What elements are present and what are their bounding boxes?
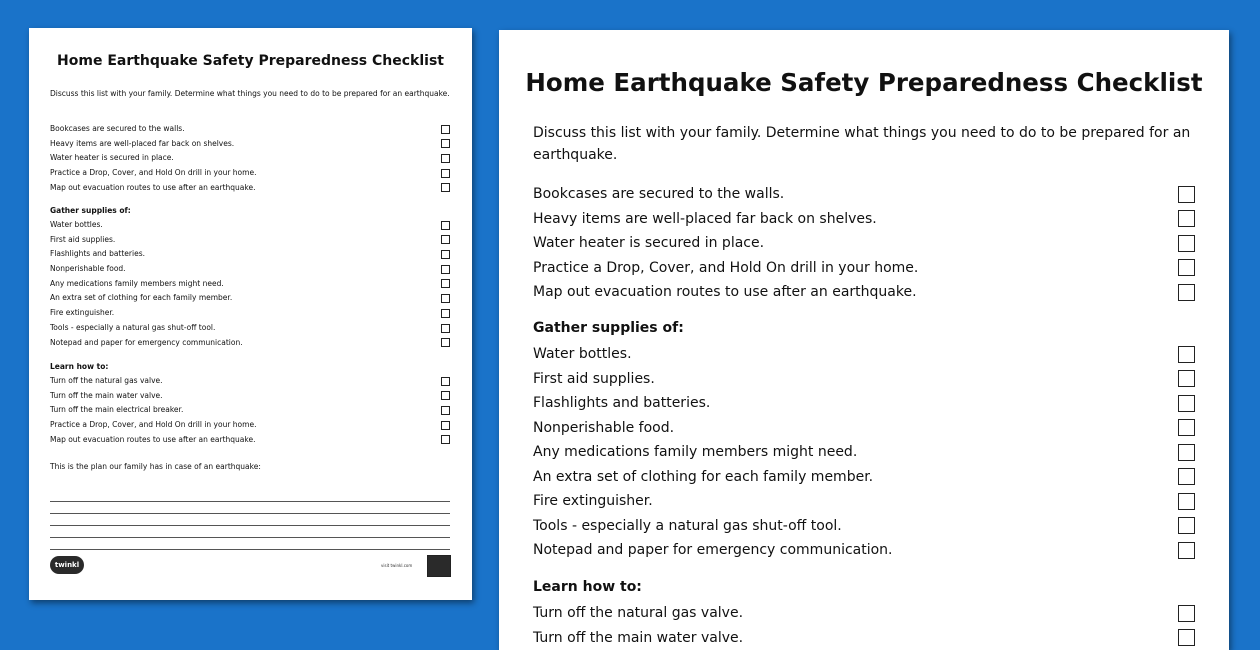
checklist-item-label: Fire extinguisher. [533,493,653,509]
checkbox[interactable] [441,324,450,333]
learn-heading: Learn how to: [533,579,642,595]
checkbox[interactable] [441,221,450,230]
learn-checklist [533,601,1195,650]
checkbox[interactable] [1178,284,1195,301]
checklist-item [533,231,1195,256]
checkbox[interactable] [441,391,450,400]
checklist-item [50,321,450,336]
checklist-item-label: Map out evacuation routes to use after an earthquake. [50,183,255,192]
checklist-item [50,181,450,196]
checklist-item [50,418,450,433]
checkbox[interactable] [441,406,450,415]
thumbnail-plan-text: This is the plan our family has in case of an earthquake: [50,462,261,471]
thumbnail-learn-heading: Learn how to: [50,362,108,371]
checklist-item [50,374,450,389]
checkbox[interactable] [441,250,450,259]
checklist-item [533,440,1195,465]
checklist-item [50,218,450,233]
checklist-item-label: Practice a Drop, Cover, and Hold On drill in your home. [533,260,918,276]
checkbox[interactable] [441,169,450,178]
writing-line [50,490,450,502]
checkbox[interactable] [1178,395,1195,412]
checklist-item-label: Turn off the natural gas valve. [533,605,743,621]
writing-line [50,502,450,514]
checklist-item [533,514,1195,539]
checkbox[interactable] [1178,517,1195,534]
checkbox[interactable] [1178,370,1195,387]
checklist-item-label: Heavy items are well-placed far back on shelves. [533,211,877,227]
checklist-item-label: Flashlights and batteries. [533,395,710,411]
checklist-item-label: Turn off the main water valve. [50,391,163,400]
checklist-item [50,122,450,137]
checklist-item-label: Map out evacuation routes to use after an earthquake. [533,284,917,300]
checklist-item-label: Water bottles. [533,346,632,362]
checkbox[interactable] [1178,605,1195,622]
checkbox[interactable] [441,294,450,303]
supplies-checklist [533,342,1195,563]
checkbox[interactable] [1178,259,1195,276]
checklist-item-label: Map out evacuation routes to use after an earthquake. [50,435,255,444]
checklist-item-label: Bookcases are secured to the walls. [533,186,784,202]
checklist-item-label: Fire extinguisher. [50,308,114,317]
checkbox[interactable] [441,421,450,430]
checklist-item [50,291,450,306]
checklist-item-label: First aid supplies. [533,371,655,387]
checklist-item [50,277,450,292]
checklist-item-label: Any medications family members might need. [533,444,857,460]
checklist-item [533,280,1195,305]
checklist-item [533,626,1195,650]
checklist-item-label: Heavy items are well-placed far back on shelves. [50,139,234,148]
checklist-item-label: Water heater is secured in place. [533,235,764,251]
checklist-item [533,207,1195,232]
badge-icon [427,555,451,577]
checklist-item [50,306,450,321]
zoomed-page [499,30,1229,650]
checkbox[interactable] [1178,493,1195,510]
checkbox[interactable] [1178,629,1195,646]
checklist-item-label: Turn off the main water valve. [533,630,743,646]
thumbnail-intro: Discuss this list with your family. Determine what things you need to do to be prepared for an earthquake. [50,87,450,100]
checklist-item-label: First aid supplies. [50,235,115,244]
checklist-item-label: An extra set of clothing for each family member. [50,293,232,302]
checklist-item-label: Nonperishable food. [50,264,126,273]
thumbnail-writing-lines [50,490,450,550]
supplies-heading: Gather supplies of: [533,320,684,336]
writing-line [50,526,450,538]
checklist-item [50,389,450,404]
checkbox[interactable] [441,377,450,386]
thumbnail-page [29,28,472,600]
checklist-item-label: Tools - especially a natural gas shut-off tool. [533,518,842,534]
checkbox[interactable] [441,435,450,444]
checklist-item [50,151,450,166]
checkbox[interactable] [441,125,450,134]
checklist-item-label: Turn off the natural gas valve. [50,376,163,385]
thumbnail-title: Home Earthquake Safety Preparedness Checklist [29,53,472,69]
checkbox[interactable] [1178,444,1195,461]
checklist-item-label: Practice a Drop, Cover, and Hold On drill in your home. [50,168,256,177]
checklist-item [50,247,450,262]
checkbox[interactable] [441,139,450,148]
checklist-item [533,465,1195,490]
checklist-item [533,601,1195,626]
checkbox[interactable] [441,265,450,274]
footer-url: visit twinkl.com [381,563,412,568]
checkbox[interactable] [441,235,450,244]
writing-line [50,514,450,526]
page-intro: Discuss this list with your family. Determine what things you need to do to be prepared for an earthquake. [533,122,1197,166]
checklist-item-label: Nonperishable food. [533,420,674,436]
checklist-item [533,367,1195,392]
checklist-item [50,262,450,277]
checklist-item [533,182,1195,207]
checklist-item [50,233,450,248]
checkbox[interactable] [1178,419,1195,436]
checklist-item [50,336,450,351]
checklist-item-label: Bookcases are secured to the walls. [50,124,185,133]
thumbnail-learn-list [50,374,450,447]
checklist-item-label: Water bottles. [50,220,103,229]
checklist-item [533,342,1195,367]
checklist-item [50,403,450,418]
checklist-item-label: Any medications family members might need. [50,279,224,288]
thumbnail-home-list [50,122,450,195]
checklist-item [533,256,1195,281]
thumbnail-supplies-list [50,218,450,350]
checkbox[interactable] [1178,542,1195,559]
checkbox[interactable] [1178,186,1195,203]
checklist-item [533,489,1195,514]
checkbox[interactable] [441,279,450,288]
checklist-item [50,433,450,448]
thumbnail-supplies-heading: Gather supplies of: [50,206,131,215]
writing-line [50,538,450,550]
checklist-item [533,416,1195,441]
checklist-item-label: An extra set of clothing for each family member. [533,469,873,485]
checklist-item-label: Turn off the main electrical breaker. [50,405,183,414]
page-title: Home Earthquake Safety Preparedness Checklist [499,68,1229,97]
checklist-item-label: Notepad and paper for emergency communication. [533,542,893,558]
checklist-item [533,391,1195,416]
checklist-item-label: Flashlights and batteries. [50,249,145,258]
checklist-item-label: Practice a Drop, Cover, and Hold On drill in your home. [50,420,256,429]
checklist-item [50,166,450,181]
checklist-item [533,538,1195,563]
home-checklist [533,182,1195,305]
checklist-item-label: Water heater is secured in place. [50,153,174,162]
checkbox[interactable] [1178,210,1195,227]
checkbox[interactable] [441,154,450,163]
checkbox[interactable] [441,309,450,318]
checklist-item-label: Tools - especially a natural gas shut-off tool. [50,323,215,332]
twinkl-logo: twinkl [50,556,84,574]
checkbox[interactable] [441,338,450,347]
checklist-item-label: Notepad and paper for emergency communication. [50,338,243,347]
checkbox[interactable] [1178,346,1195,363]
checkbox[interactable] [1178,235,1195,252]
checkbox[interactable] [441,183,450,192]
checklist-item [50,137,450,152]
checkbox[interactable] [1178,468,1195,485]
